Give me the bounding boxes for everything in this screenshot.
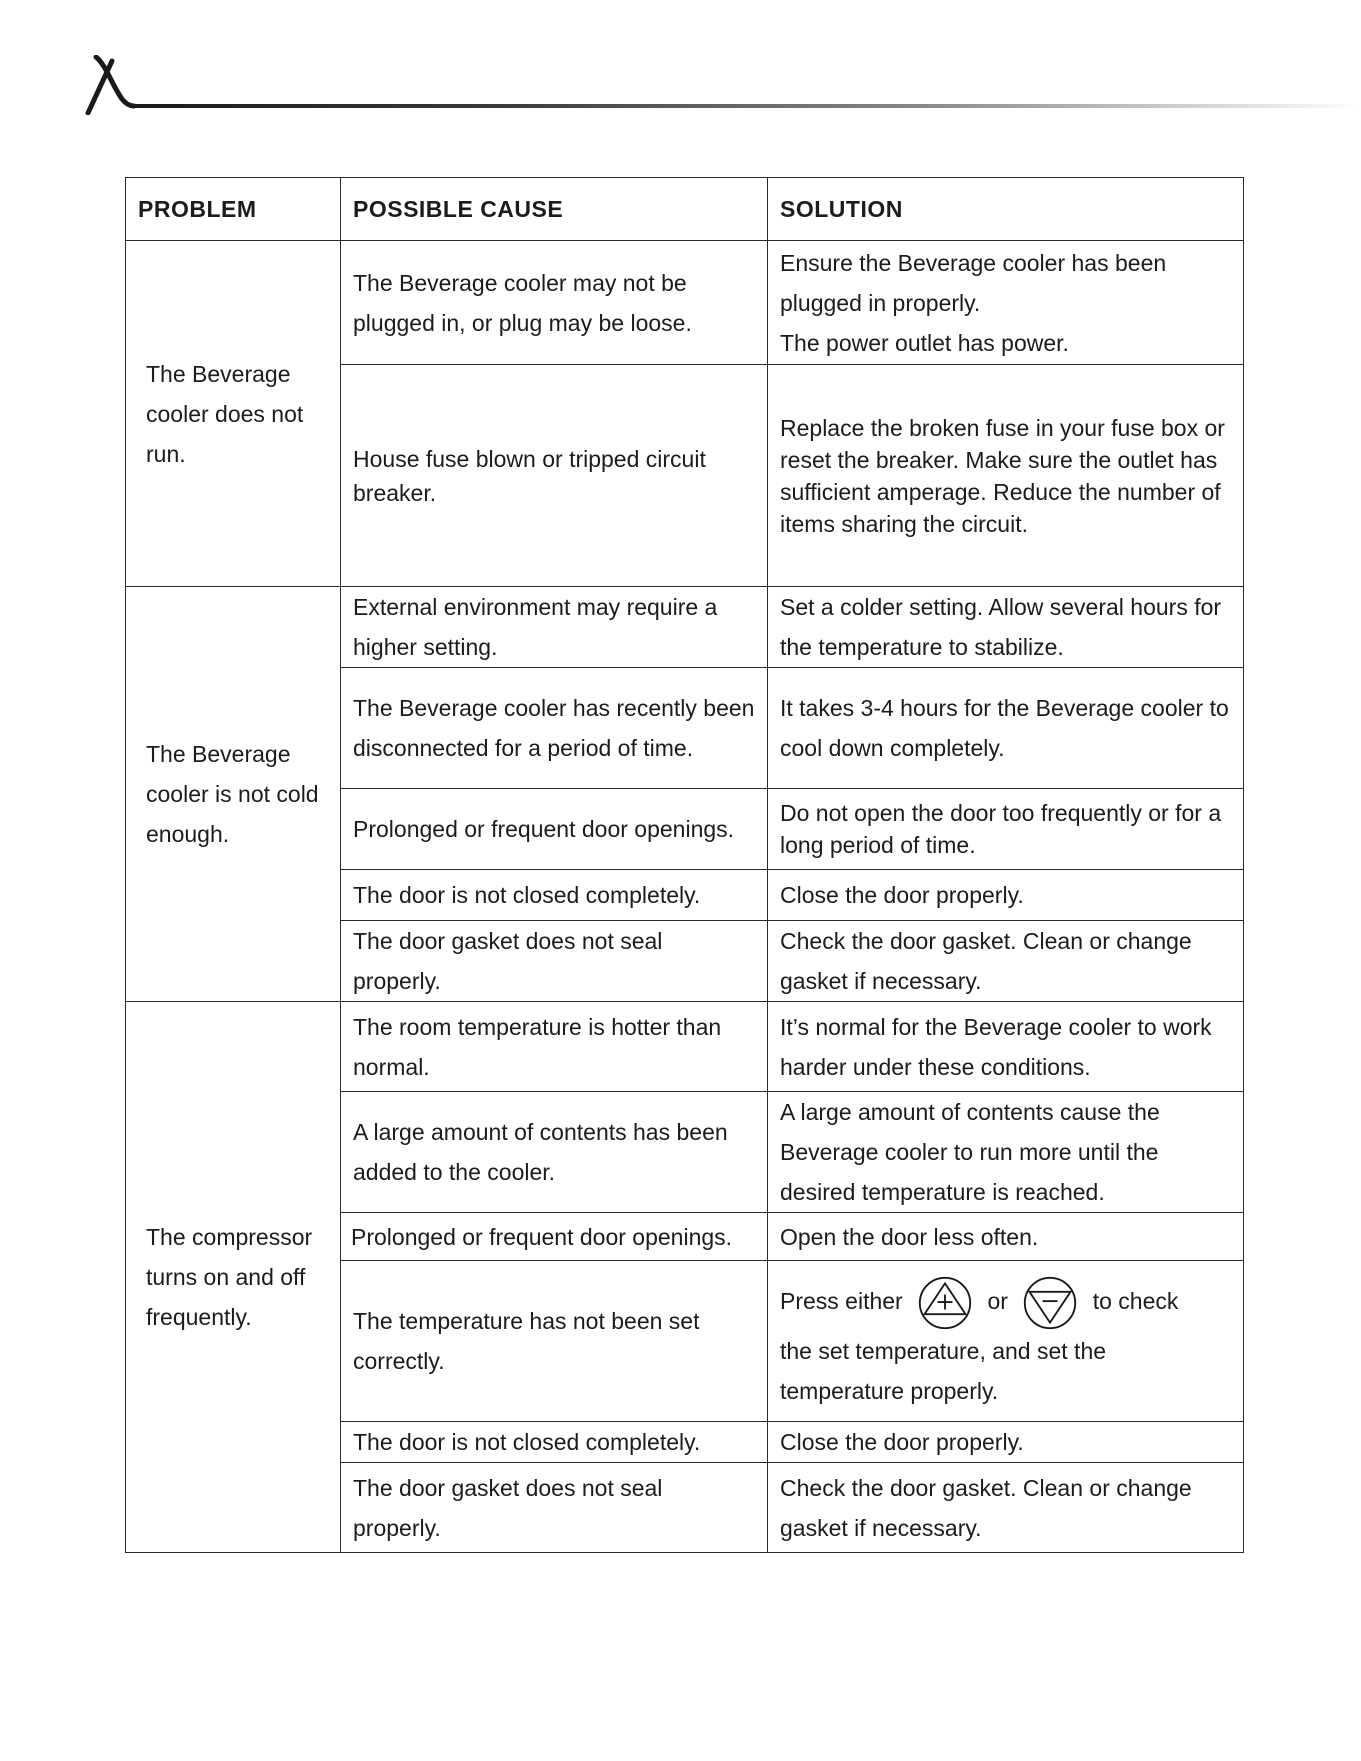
solution-text-after: to check <box>1092 1288 1179 1314</box>
problem-cell: The Beverage cooler is not cold enough. <box>126 587 341 1002</box>
header-rule <box>130 104 1361 108</box>
solution-text: Ensure the Beverage cooler has been plugged in properly. <box>780 249 1167 316</box>
cause-cell: Prolonged or frequent door openings. <box>341 789 768 870</box>
cause-cell: The temperature has not been set correctly. <box>341 1261 768 1422</box>
solution-cell: It takes 3-4 hours for the Beverage cooler to cool down completely. <box>768 668 1244 789</box>
down-triangle-button-icon <box>1022 1275 1078 1331</box>
cause-cell: The door gasket does not seal properly. <box>341 921 768 1002</box>
problem-cell: The compressor turns on and off frequently. <box>126 1002 341 1553</box>
cause-cell: The Beverage cooler has recently been disconnected for a period of time. <box>341 668 768 789</box>
solution-cell: Close the door properly. <box>768 870 1244 921</box>
solution-cell: Open the door less often. <box>768 1213 1244 1261</box>
table-header-row <box>126 178 1244 241</box>
header-possible-cause: POSSIBLE CAUSE <box>341 178 768 241</box>
solution-cell <box>768 241 1244 365</box>
cause-cell: The door is not closed completely. <box>341 870 768 921</box>
solution-line <box>780 1271 1231 1331</box>
table-row <box>126 241 1244 365</box>
solution-cell <box>768 1261 1244 1422</box>
cause-cell: The door gasket does not seal properly. <box>341 1463 768 1553</box>
header-problem: PROBLEM <box>126 178 341 241</box>
solution-cell: It’s normal for the Beverage cooler to work harder under these conditions. <box>768 1002 1244 1092</box>
solution-cell: A large amount of contents cause the Beverage cooler to run more until the desired temperature is reached. <box>768 1092 1244 1213</box>
table-row <box>126 587 1244 668</box>
solution-cell: Close the door properly. <box>768 1422 1244 1463</box>
cause-cell: Prolonged or frequent door openings. <box>341 1213 768 1261</box>
solution-cell: Check the door gasket. Clean or change gasket if necessary. <box>768 1463 1244 1553</box>
solution-text-before: Press either <box>780 1288 903 1314</box>
cause-cell: House fuse blown or tripped circuit breaker. <box>341 365 768 587</box>
solution-cell: Set a colder setting. Allow several hours for the temperature to stabilize. <box>768 587 1244 668</box>
solution-cell: Do not open the door too frequently or for a long period of time. <box>768 789 1244 870</box>
cause-cell: The room temperature is hotter than normal. <box>341 1002 768 1092</box>
solution-text-rest: the set temperature, and set the temperature properly. <box>780 1338 1107 1404</box>
cause-cell: A large amount of contents has been added to the cooler. <box>341 1092 768 1213</box>
troubleshooting-table <box>125 177 1244 1553</box>
cause-cell: External environment may require a higher setting. <box>341 587 768 668</box>
up-triangle-button-icon <box>917 1275 973 1331</box>
problem-cell: The Beverage cooler does not run. <box>126 241 341 587</box>
cause-cell: The Beverage cooler may not be plugged in, or plug may be loose. <box>341 241 768 365</box>
solution-text-between: or <box>987 1288 1008 1314</box>
table-row <box>126 1002 1244 1092</box>
header-solution: SOLUTION <box>768 178 1244 241</box>
solution-text-extra: The power outlet has power. <box>780 329 1069 356</box>
solution-cell: Check the door gasket. Clean or change gasket if necessary. <box>768 921 1244 1002</box>
cause-cell: The door is not closed completely. <box>341 1422 768 1463</box>
solution-cell: Replace the broken fuse in your fuse box or reset the breaker. Make sure the outlet has sufficient amperage. Reduce the number of items sharing the circuit. <box>768 365 1244 587</box>
